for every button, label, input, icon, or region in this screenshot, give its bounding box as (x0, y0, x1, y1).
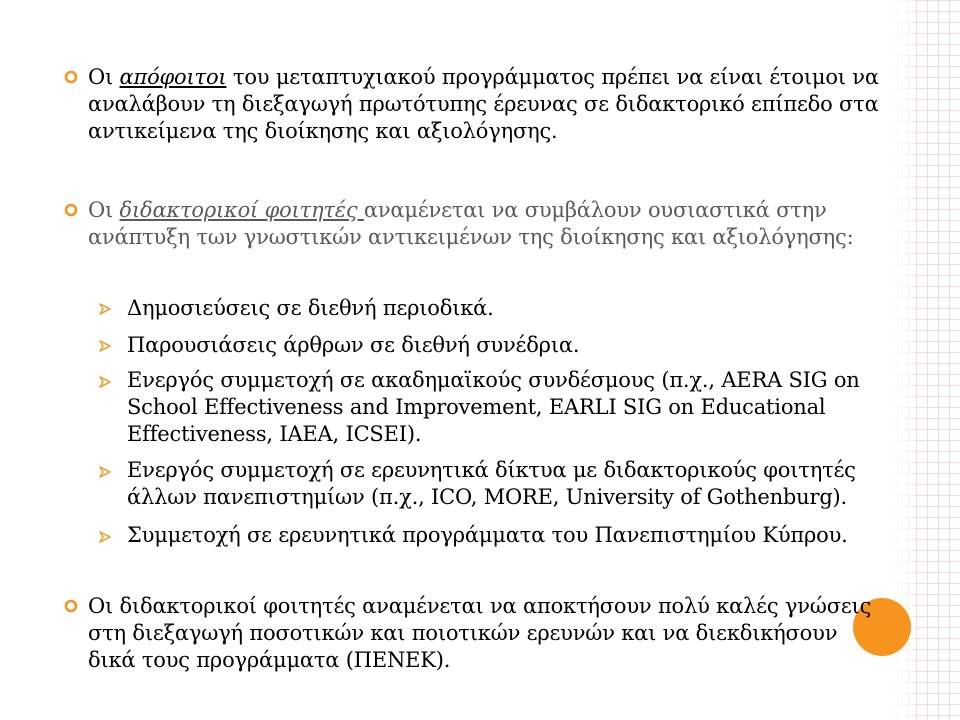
arrowhead-icon (98, 302, 112, 316)
bullet-paragraph-2 (88, 197, 888, 251)
arrowhead-icon (98, 465, 112, 479)
bullet-1-link[interactable]: απόφοιτοι (119, 65, 227, 89)
bullet-2-link[interactable]: διδακτορικοί φοιτητές (119, 198, 364, 222)
sub-item-1: Δημοσιεύσεις σε διεθνή περιοδικά. (127, 296, 494, 320)
sub-item-4: Ενεργός συμμετοχή σε ερευνητικά δίκτυα με διδακτορικούς φοιτητές άλλων πανεπιστημίων (π.χ., ICO, MORE, University of Gothenburg). (127, 458, 856, 509)
sub-item-5: Συμμετοχή σε ερευνητικά προγράμματα του Πανεπιστημίου Κύπρου. (127, 523, 848, 547)
arrowhead-icon (98, 530, 112, 544)
arrowhead-icon (98, 339, 112, 353)
bullet-1-prefix: Οι (88, 65, 120, 89)
ring-bullet-icon (64, 599, 78, 613)
ring-bullet-icon (64, 70, 78, 84)
arrowhead-icon (98, 375, 112, 389)
bullet-1-text: του μεταπτυχιακού προγράμματος πρέπει να είναι έτοιμοι να αναλάβουν τη διεξαγωγή πρωτότυπης έρευνας σε διδακτορικό επίπεδο στα αντικείμενα της διοίκησης και αξιολόγησης. (88, 65, 879, 143)
background-grid (916, 0, 960, 720)
bullet-2-prefix: Οι (88, 198, 120, 222)
bullet-paragraph-1 (88, 64, 888, 145)
bullet-2-text: αναμένεται να συμβάλουν ουσιαστικά στην ανάπτυξη των γνωστικών αντικειμένων της διοίκησης και αξιολόγησης: (88, 198, 854, 249)
sub-item-3: Ενεργός συμμετοχή σε ακαδημαϊκούς συνδέσμους (π.χ., AERA SIG on School Effectiveness and Improvement, EARLI SIG on Educational Effectiveness, IAEA, ICSEI). (127, 368, 860, 446)
sub-item-2: Παρουσιάσεις άρθρων σε διεθνή συνέδρια. (127, 333, 580, 357)
bullet-paragraph-3: Οι διδακτορικοί φοιτητές αναμένεται να αποκτήσουν πολύ καλές γνώσεις στη διεξαγωγή ποσοτικών και ποιοτικών ερευνών και να διεκδικήσουν δικά τους προγράμματα (ΠΕΝΕΚ). (88, 594, 872, 672)
ring-bullet-icon (64, 203, 78, 217)
